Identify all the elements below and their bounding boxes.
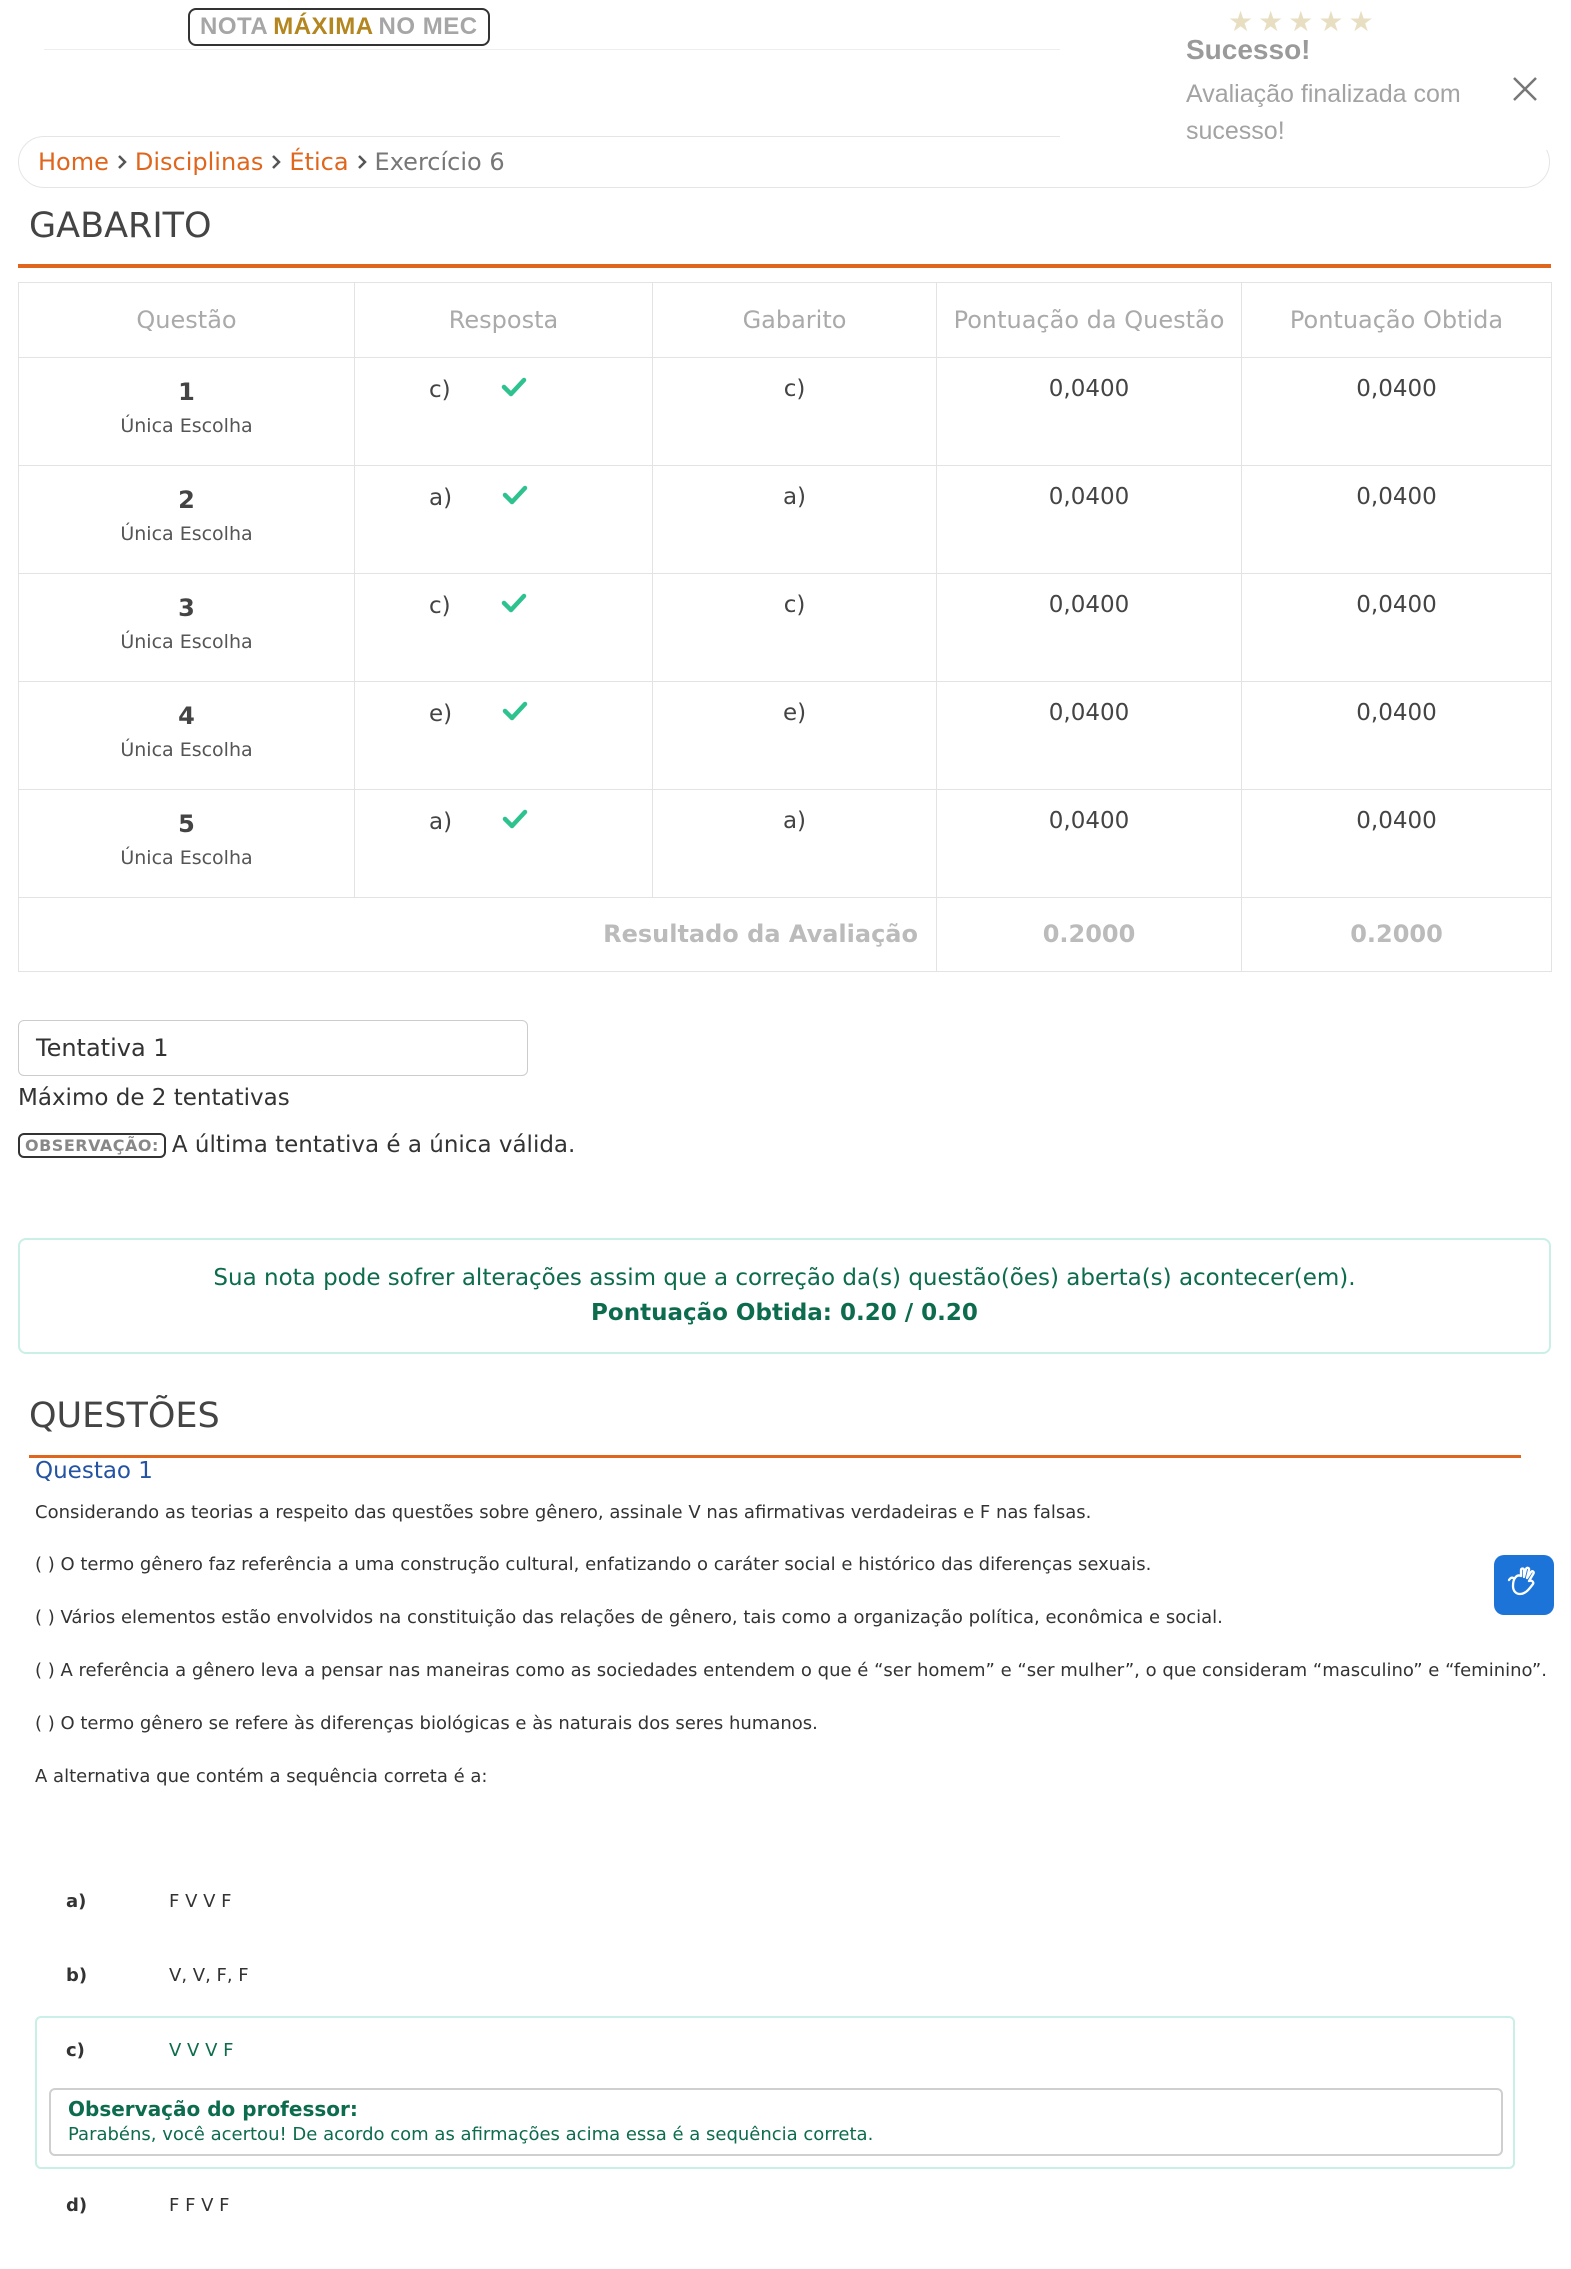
pont-questao-value: 0,0400	[937, 466, 1242, 574]
pont-questao-value: 0,0400	[937, 358, 1242, 466]
question-cell	[19, 574, 355, 682]
pont-obtida-value: 0,0400	[1242, 358, 1552, 466]
pont-obtida-value: 0,0400	[1242, 466, 1552, 574]
question-paragraph: ( ) O termo gênero se refere às diferenças biológicas e às naturais dos seres humanos.	[35, 1713, 818, 1734]
answer-cell	[355, 574, 653, 682]
question-paragraph: ( ) A referência a gênero leva a pensar nas maneiras como as sociedades entendem o que é “ser homem” e “ser mulher”, o que consideram “masculino” e “feminino”.	[35, 1660, 1547, 1681]
option-letter-a: a)	[66, 1891, 87, 1912]
chevron-right-icon	[270, 154, 282, 170]
star-icon: ★	[1228, 5, 1254, 38]
question-label: Questao 1	[35, 1458, 153, 1484]
professor-observation-message: Parabéns, você acertou! De acordo com as afirmações acima essa é a sequência correta.	[68, 2124, 874, 2145]
answer-value: c)	[429, 593, 451, 619]
toast-stars	[1228, 5, 1374, 38]
header-divider	[44, 49, 1060, 50]
question-paragraph: ( ) O termo gênero faz referência a uma construção cultural, enfatizando o caráter social e histórico das diferenças sexuais.	[35, 1554, 1152, 1575]
score-alert	[18, 1238, 1551, 1354]
question-paragraph: Considerando as teorias a respeito das questões sobre gênero, assinale V nas afirmativas verdadeiras e F nas falsas.	[35, 1502, 1092, 1523]
check-icon	[501, 592, 527, 620]
score-alert-message: Sua nota pode sofrer alterações assim que a correção da(s) questão(ões) aberta(s) acontecer(em).	[213, 1265, 1356, 1291]
check-icon	[502, 700, 528, 728]
pont-obtida-value: 0,0400	[1242, 574, 1552, 682]
option-text-a: F V V F	[169, 1891, 232, 1912]
table-row	[19, 574, 1552, 682]
option-text-b: V, V, F, F	[169, 1965, 249, 1986]
col-header-questao: Questão	[19, 283, 355, 358]
star-icon: ★	[1348, 5, 1374, 38]
col-header-resposta: Resposta	[355, 283, 653, 358]
mec-badge	[188, 8, 490, 46]
footer-empty	[19, 898, 355, 972]
option-text-c: V V V F	[169, 2040, 234, 2061]
table-footer-row	[19, 898, 1552, 972]
question-cell	[19, 682, 355, 790]
observation-row	[18, 1132, 575, 1158]
answer-cell	[355, 466, 653, 574]
chevron-right-icon	[356, 154, 368, 170]
gabarito-value: e)	[653, 682, 937, 790]
question-type: Única Escolha	[120, 523, 253, 545]
col-header-pont-obtida: Pontuação Obtida	[1242, 283, 1552, 358]
max-attempts-text: Máximo de 2 tentativas	[18, 1085, 290, 1111]
option-letter-b: b)	[66, 1965, 88, 1986]
question-cell	[19, 790, 355, 898]
total-pont-questao: 0.2000	[937, 898, 1242, 972]
answer-value: e)	[429, 701, 453, 727]
professor-observation-title: Observação do professor:	[68, 2097, 358, 2121]
check-icon	[502, 484, 528, 512]
question-type: Única Escolha	[120, 847, 253, 869]
mec-badge-part2: MÁXIMA	[273, 13, 374, 40]
col-header-gabarito: Gabarito	[653, 283, 937, 358]
pont-obtida-value: 0,0400	[1242, 790, 1552, 898]
gabarito-table	[18, 282, 1552, 972]
sign-language-icon	[1505, 1564, 1543, 1606]
breadcrumb-home[interactable]: Home	[38, 148, 109, 176]
pont-questao-value: 0,0400	[937, 790, 1242, 898]
table-row	[19, 466, 1552, 574]
question-type: Única Escolha	[120, 631, 253, 653]
accessibility-button[interactable]	[1494, 1555, 1554, 1615]
answer-value: a)	[429, 485, 453, 511]
gabarito-value: c)	[653, 358, 937, 466]
attempt-select[interactable]: Tentativa 1	[18, 1020, 528, 1076]
option-letter-c: c)	[66, 2040, 85, 2061]
pont-obtida-value: 0,0400	[1242, 682, 1552, 790]
gabarito-value: a)	[653, 466, 937, 574]
questoes-title: QUESTÕES	[29, 1396, 220, 1436]
pont-questao-value: 0,0400	[937, 574, 1242, 682]
answer-value: c)	[429, 377, 451, 403]
check-icon	[502, 808, 528, 836]
questoes-rule	[29, 1455, 1521, 1458]
question-cell	[19, 466, 355, 574]
question-type: Única Escolha	[120, 739, 253, 761]
star-icon: ★	[1318, 5, 1344, 38]
question-paragraph: A alternativa que contém a sequência correta é a:	[35, 1766, 488, 1787]
pont-questao-value: 0,0400	[937, 682, 1242, 790]
total-pont-obtida: 0.2000	[1242, 898, 1552, 972]
table-row	[19, 790, 1552, 898]
professor-observation	[49, 2088, 1503, 2156]
observation-badge: OBSERVAÇÃO:	[18, 1133, 166, 1158]
table-header-row	[19, 283, 1552, 358]
check-icon	[501, 376, 527, 404]
mec-badge-part3: NO MEC	[378, 13, 478, 40]
table-row	[19, 358, 1552, 466]
observation-text: A última tentativa é a única válida.	[171, 1132, 576, 1158]
result-label: Resultado da Avaliação	[355, 898, 937, 972]
option-text-d: F F V F	[169, 2195, 230, 2216]
question-number: 1	[178, 378, 195, 406]
answer-cell	[355, 790, 653, 898]
answer-cell	[355, 682, 653, 790]
answer-value: a)	[429, 809, 453, 835]
toast-message: Avaliação finalizada com sucesso!	[1186, 80, 1461, 145]
breadcrumb-disciplinas[interactable]: Disciplinas	[134, 148, 264, 176]
question-number: 4	[178, 702, 195, 730]
question-number: 2	[178, 486, 195, 514]
question-cell	[19, 358, 355, 466]
table-row	[19, 682, 1552, 790]
answer-cell	[355, 358, 653, 466]
question-type: Única Escolha	[120, 415, 253, 437]
col-header-pont-questao: Pontuação da Questão	[937, 283, 1242, 358]
question-number: 3	[178, 594, 195, 622]
gabarito-value: c)	[653, 574, 937, 682]
mec-badge-part1: NOTA	[200, 13, 269, 40]
question-number: 5	[178, 810, 195, 838]
chevron-right-icon	[116, 154, 128, 170]
score-alert-total: Pontuação Obtida: 0.20 / 0.20	[591, 1300, 978, 1326]
toast-title: Sucesso!	[1186, 34, 1311, 65]
gabarito-value: a)	[653, 790, 937, 898]
star-icon: ★	[1258, 5, 1284, 38]
gabarito-rule	[18, 264, 1551, 268]
close-icon[interactable]	[1510, 74, 1540, 104]
option-letter-d: d)	[66, 2195, 88, 2216]
breadcrumb-current: Exercício 6	[374, 148, 505, 176]
breadcrumb-etica[interactable]: Ética	[289, 148, 349, 176]
gabarito-title: GABARITO	[29, 206, 212, 246]
question-paragraph: ( ) Vários elementos estão envolvidos na constituição das relações de gênero, tais como a organização política, econômica e social.	[35, 1607, 1223, 1628]
star-icon: ★	[1288, 5, 1314, 38]
